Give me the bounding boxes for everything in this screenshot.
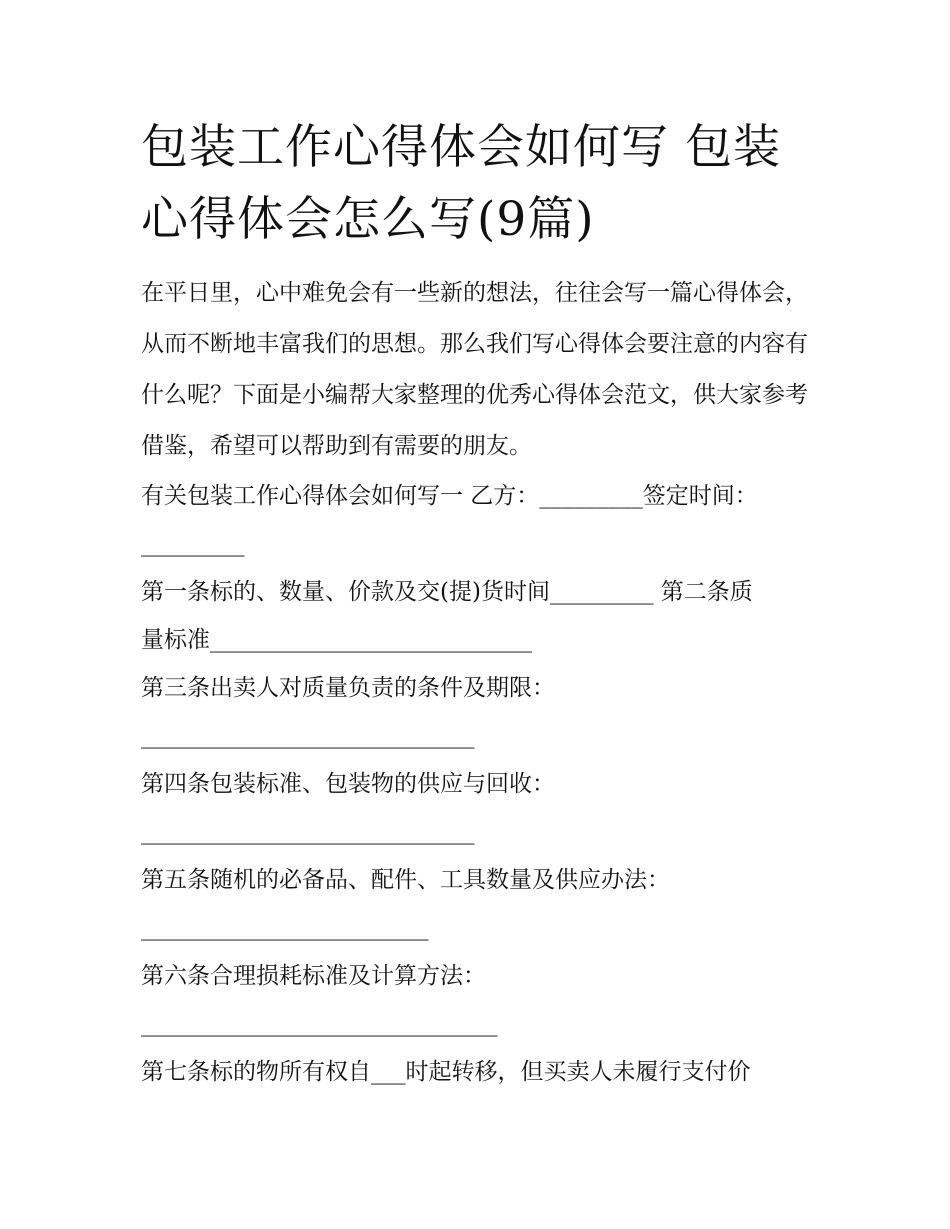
document-page — [141, 112, 821, 1096]
clause-header — [141, 472, 821, 568]
clause-1-line-1: 第一条标的、数量、价款及交(提)货时间_________ 第二条质 — [141, 579, 753, 605]
clause-5-line-2: _________________________ — [141, 915, 429, 941]
document-title: 包装工作心得体会如何写 包装心得体会怎么写(9篇) — [141, 120, 781, 247]
clause-2-line-2: 量标准____________________________ — [141, 627, 532, 653]
clause-5-line-1: 第五条随机的必备品、配件、工具数量及供应办法： — [141, 867, 670, 893]
clause-4 — [141, 760, 821, 856]
clause-5 — [141, 856, 821, 952]
clause-4-line-1: 第四条包装标准、包装物的供应与回收： — [141, 771, 555, 797]
clause-header-line-1: 有关包装工作心得体会如何写一 乙方：_________签定时间： — [141, 483, 758, 509]
clause-1-2 — [141, 568, 821, 664]
clause-7-line-1: 第七条标的物所有权自___时起转移，但买卖人未履行支付价 — [141, 1059, 751, 1085]
clause-6 — [141, 952, 821, 1048]
clause-header-line-2: _________ — [141, 531, 245, 557]
clause-3-line-2: _____________________________ — [141, 723, 475, 749]
clause-4-line-2: _____________________________ — [141, 819, 475, 845]
intro-paragraph: 在平日里，心中难免会有一些新的想法，往往会写一篇心得体会，从而不断地丰富我们的思想。那么我们写心得体会要注意的内容有什么呢？下面是小编帮大家整理的优秀心得体会范文，供大家参考借鉴，希望可以帮助到有需要的朋友。 — [141, 280, 808, 459]
clause-7 — [141, 1048, 821, 1096]
clause-6-line-2: _______________________________ — [141, 1011, 498, 1037]
clause-3-line-1: 第三条出卖人对质量负责的条件及期限： — [141, 675, 555, 701]
clause-6-line-1: 第六条合理损耗标准及计算方法： — [141, 963, 486, 989]
contract-clauses — [141, 472, 821, 1096]
clause-3 — [141, 664, 821, 760]
